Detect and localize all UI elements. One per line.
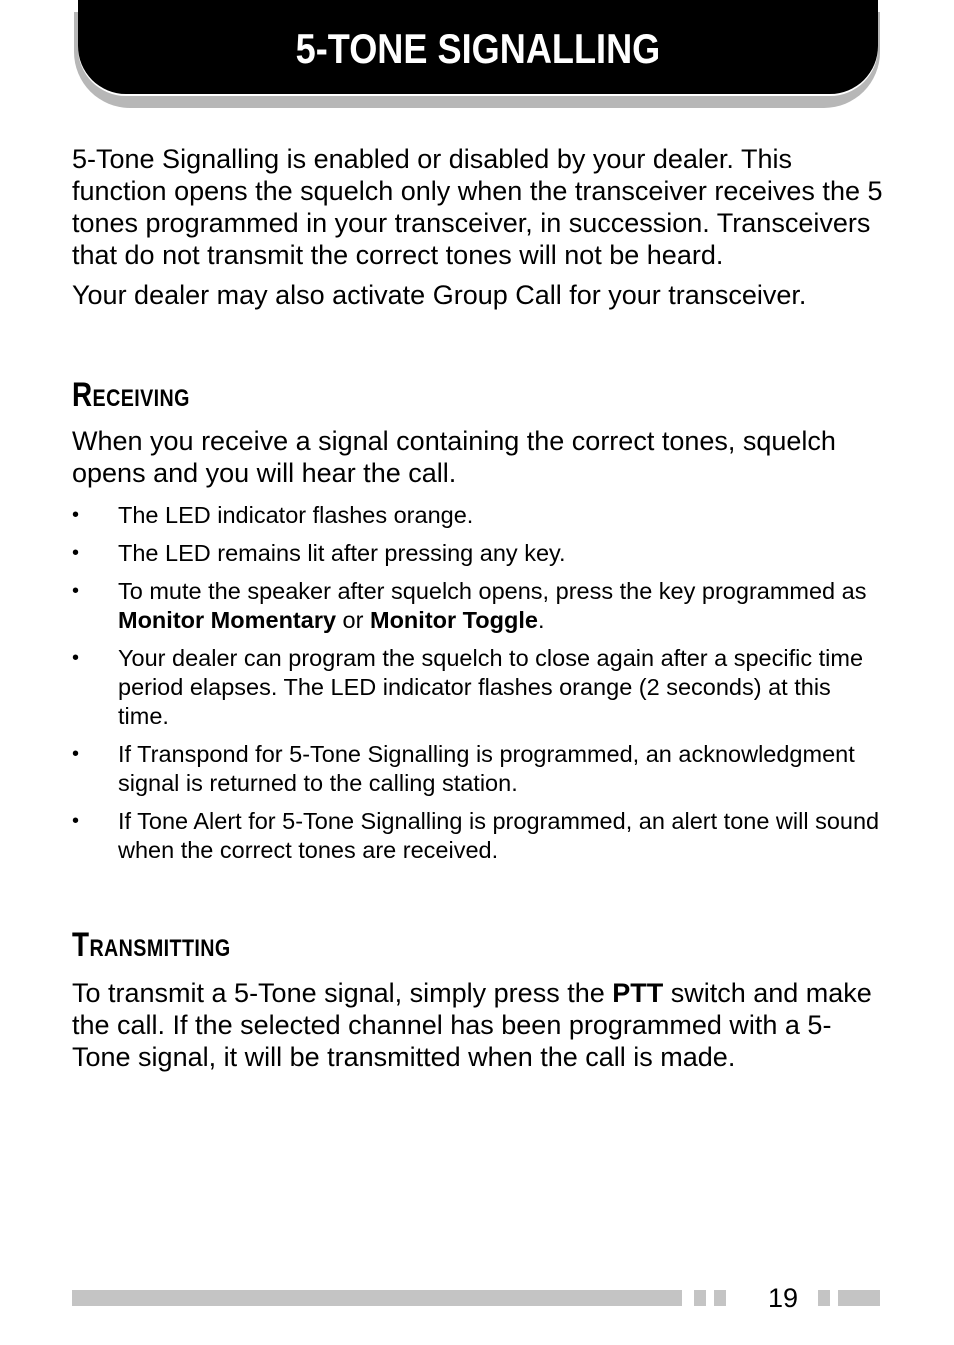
footer-square (694, 1290, 706, 1306)
key-name-monitor-toggle: Monitor Toggle (370, 607, 538, 633)
list-item-text: The LED indicator flashes orange. (118, 502, 474, 528)
bullet-icon: • (72, 580, 80, 602)
transmitting-text-after: switch and make the call. If the selected channel has been programmed with a 5-Tone signal, it will be transmitted when the call is made. (72, 978, 872, 1072)
list-item-text: If Transpond for 5-Tone Signalling is programmed, an acknowledgment signal is returned to the calling station. (118, 741, 855, 796)
page-number: 19 (767, 1283, 799, 1313)
transmitting-paragraph (72, 977, 884, 1073)
bullet-icon: • (72, 743, 80, 765)
section-heading-receiving: Receiving (72, 376, 190, 414)
page-content (72, 143, 884, 1073)
footer-square (818, 1290, 830, 1306)
bullet-icon: • (72, 504, 80, 526)
bullet-icon: • (72, 810, 80, 832)
list-item (72, 807, 884, 865)
bullet-icon: • (72, 647, 80, 669)
footer-square (714, 1290, 726, 1306)
bullet-icon: • (72, 542, 80, 564)
list-item-text-before: To mute the speaker after squelch opens, press the key programmed as (118, 578, 867, 604)
list-item (72, 577, 884, 635)
receiving-paragraph: When you receive a signal containing the correct tones, squelch opens and you will hear the call. (72, 426, 836, 488)
list-item (72, 740, 884, 798)
intro-paragraph-1: 5-Tone Signalling is enabled or disabled by your dealer. This function opens the squelch only when the transceiver receives the 5 tones programmed in your transceiver, in succession. Transceivers that do not transmit the correct tones will not be heard. (72, 144, 883, 270)
key-name-ptt: PTT (612, 978, 664, 1008)
list-item-text: If Tone Alert for 5-Tone Signalling is programmed, an alert tone will sound when the correct tones are received. (118, 808, 880, 863)
footer-bar (72, 1290, 682, 1306)
list-item (72, 501, 884, 530)
receiving-bullet-list (72, 501, 884, 865)
key-name-monitor-momentary: Monitor Momentary (118, 607, 337, 633)
list-item-text-after: . (537, 607, 545, 633)
list-item-text-middle: or (336, 607, 370, 633)
list-item (72, 539, 884, 568)
intro-paragraph-2: Your dealer may also activate Group Call for your transceiver. (72, 280, 807, 310)
list-item-text: The LED remains lit after pressing any key. (118, 540, 566, 566)
title-banner (78, 0, 878, 94)
section-heading-transmitting: Transmitting (72, 926, 231, 964)
list-item-text: Your dealer can program the squelch to close again after a specific time period elapses. The LED indicator flashes orange (2 seconds) at this time. (118, 645, 864, 729)
footer-bar-end (838, 1290, 880, 1306)
page-title: 5-TONE SIGNALLING (295, 25, 661, 72)
list-item (72, 644, 884, 731)
transmitting-text-before: To transmit a 5-Tone signal, simply press the (72, 978, 613, 1008)
